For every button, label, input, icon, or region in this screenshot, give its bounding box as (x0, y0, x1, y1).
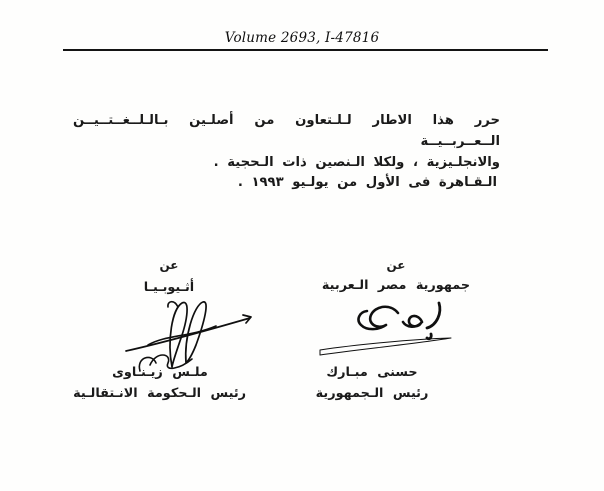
egypt-for-label: عن (386, 258, 406, 272)
ethiopia-signatory-title: رئيس الـحكومة الانـتقالـية (73, 386, 246, 401)
header-rule (63, 49, 548, 51)
closing-paragraph (73, 110, 500, 173)
egypt-signatory-title: رئيس الـجمهورية (315, 386, 429, 401)
ethiopia-signatory-name: ملـس زيـنـاوى (112, 365, 208, 380)
mubarak-signature-icon (318, 299, 456, 361)
closing-line-2: والانجلـيزية ، ولكلا الـنصين ذات الـحجية . (213, 155, 500, 170)
volume-header: Volume 2693, I-47816 (224, 30, 380, 46)
ethiopia-party-label: أثـيوبـيـا (143, 280, 195, 295)
ethiopia-for-label: عن (159, 258, 179, 272)
egypt-signatory-name: حسنى مبـارك (326, 365, 418, 380)
egypt-party-label: جمهورية مصر الـعربية (321, 278, 471, 293)
closing-line-1: حرر هذا الاطار لـلـتعاون من أصلـين بـالـلــغــتــيــن الــعــربــيــة (73, 113, 500, 149)
date-line: الـقـاهرة فى الأول من يولـيو ١٩٩٣ . (237, 175, 497, 190)
